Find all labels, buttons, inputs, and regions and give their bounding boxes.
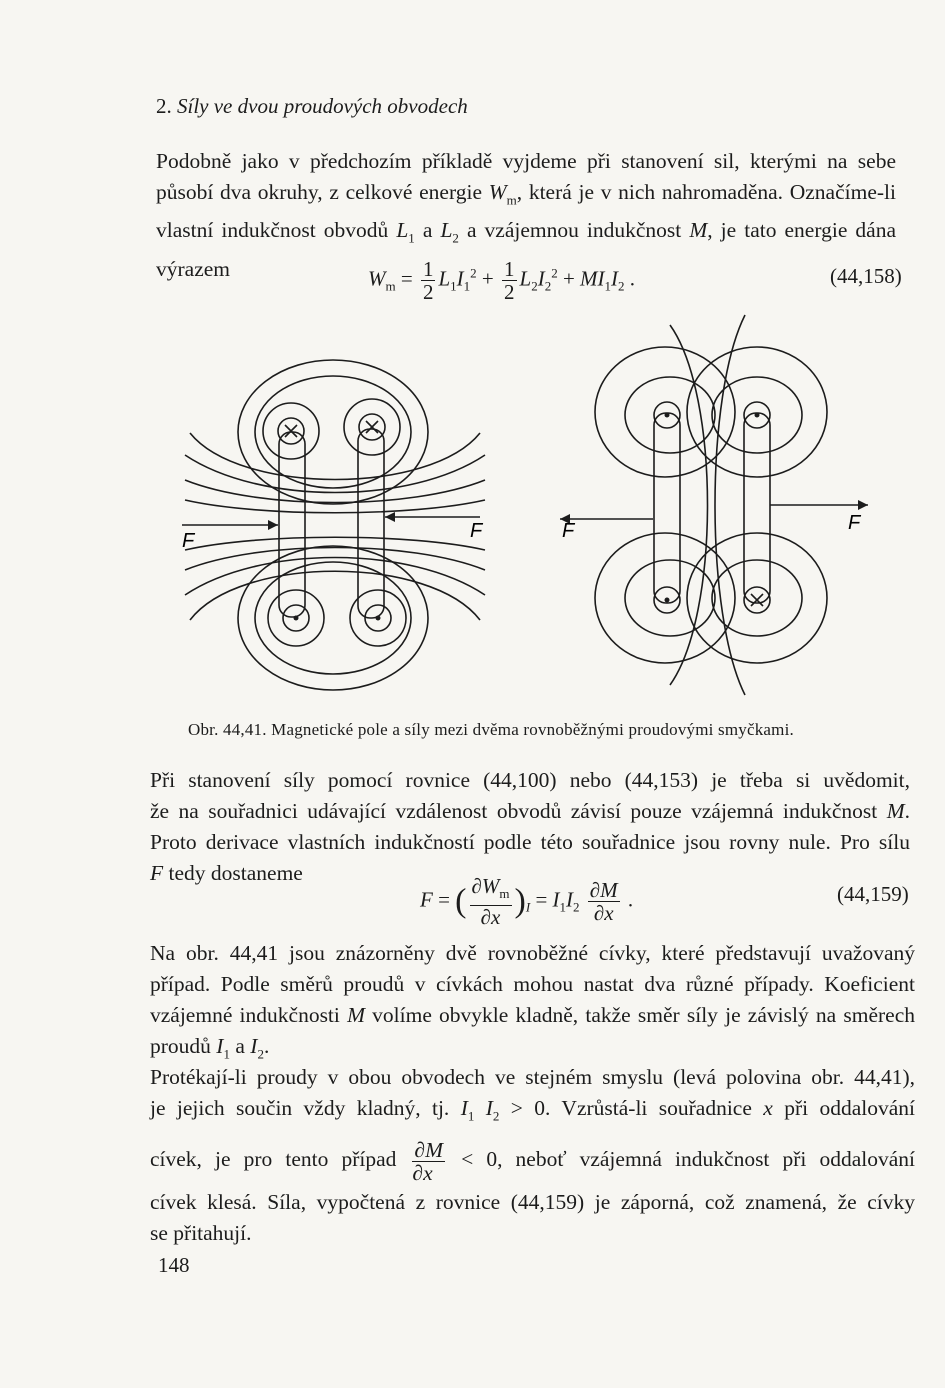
- magnetic-field-figure: [150, 305, 890, 705]
- field-line: [687, 347, 827, 477]
- field-line: [625, 377, 715, 453]
- field-line: [670, 325, 708, 685]
- paragraph-3: [150, 938, 915, 1069]
- text-line: případ. Podle směrů proudů v cívkách mohou nastat dva různé případy. Koeficient: [150, 972, 915, 996]
- section-heading: 2. Síly ve dvou proudových obvodech: [156, 94, 468, 118]
- coil-conductor: [654, 413, 680, 603]
- field-line: [238, 546, 428, 690]
- field-line: [712, 560, 802, 636]
- text-line: F tedy dostaneme: [150, 861, 303, 885]
- text-line: že na souřadnici udávající vzdálenost obvodů závisí pouze vzájemná indukčnost M.: [150, 799, 910, 823]
- arrowhead: [385, 512, 395, 522]
- text-line: se přitahují.: [150, 1221, 252, 1246]
- cross-marks: [285, 421, 378, 437]
- paragraph-4: [150, 1062, 915, 1249]
- text-line: Na obr. 44,41 jsou znázorněny dvě rovnoběžné cívky, které představují uvažovaný: [150, 941, 915, 965]
- field-line: [185, 558, 485, 596]
- arrowhead: [268, 520, 278, 530]
- section-title: Síly ve dvou proudových obvodech: [177, 94, 468, 118]
- field-line: [625, 560, 715, 636]
- field-line: [185, 548, 485, 571]
- force-label-right-2: F: [848, 512, 861, 534]
- force-label-left-2: F: [470, 520, 483, 542]
- force-label-right: F: [562, 520, 575, 542]
- equation-44-159: F = ( $\frac{\partial W_m}{\partial x}$ )$_I = I_1I_2$ $\frac{\partial M}{\partial x}$ .: [420, 874, 634, 930]
- page-number: 148: [158, 1253, 190, 1277]
- text-line: Proto derivace vlastních indukčností podle této souřadnice jsou rovny nule. Pro sílu: [150, 830, 910, 854]
- equation-number: (44,159): [837, 882, 909, 906]
- text-line: cívek klesá. Síla, vypočtená z rovnice (44,159) je záporná, což znamená, že cívky: [150, 1190, 915, 1215]
- text-line: je jejich součin vždy kladný, tj. $I_1$ $I_2 > 0$. Vzrůstá-li souřadnice x při oddalování: [150, 1096, 916, 1124]
- text-line: proudů $I_1$ a $I_2$.: [150, 1034, 270, 1062]
- field-line: [190, 571, 480, 620]
- field-line: [190, 433, 480, 480]
- equation-number: (44,158): [830, 264, 902, 288]
- coil-conductor: [744, 413, 770, 603]
- text-line: působí dva okruhy, z celkové energie $W_m$, která je v nich nahromaděna. Označíme-li: [156, 180, 896, 208]
- text-line: vlastní indukčnost obvodů $L_1$ a $L_2$ a vzájemnou indukčnost M, je tato energie dána: [156, 218, 897, 246]
- text-line: vzájemné indukčnosti M volíme obvykle kladně, takže směr síly je závislý na směrech: [150, 1003, 915, 1027]
- field-line: [595, 347, 735, 477]
- field-line: [595, 533, 735, 663]
- text-line: Protékají-li proudy v obou obvodech ve stejném smyslu (levá polovina obr. 44,41),: [150, 1065, 915, 1089]
- figure-caption: Obr. 44,41. Magnetické pole a síly mezi dvěma rovnoběžnými proudovými smyčkami.: [188, 720, 794, 739]
- field-line: [687, 533, 827, 663]
- field-line: [185, 480, 485, 503]
- text-line: Podobně jako v předchozím příkladě vyjdeme při stanovení sil, kterými na sebe: [156, 149, 896, 173]
- cross-marks: [751, 594, 763, 606]
- text-line: výrazem: [156, 256, 231, 281]
- text-line: cívek, je pro tento případ $\frac{\partial M}{\partial x}$ < 0, neboť vzájemná indukčnost při oddalování: [150, 1137, 915, 1185]
- equation-44-158: $W_m$ = $\frac{1}{2}$ $L_1I_1^2$ + $\frac{1}{2}$ $L_2I_2^2 + MI_1I_2$ .: [368, 257, 636, 304]
- text-line: Při stanovení síly pomocí rovnice (44,100) nebo (44,153) je třeba si uvědomit,: [150, 768, 910, 792]
- force-label-left: F: [182, 530, 195, 552]
- arrowhead: [858, 500, 868, 510]
- paragraph-2: [150, 765, 910, 889]
